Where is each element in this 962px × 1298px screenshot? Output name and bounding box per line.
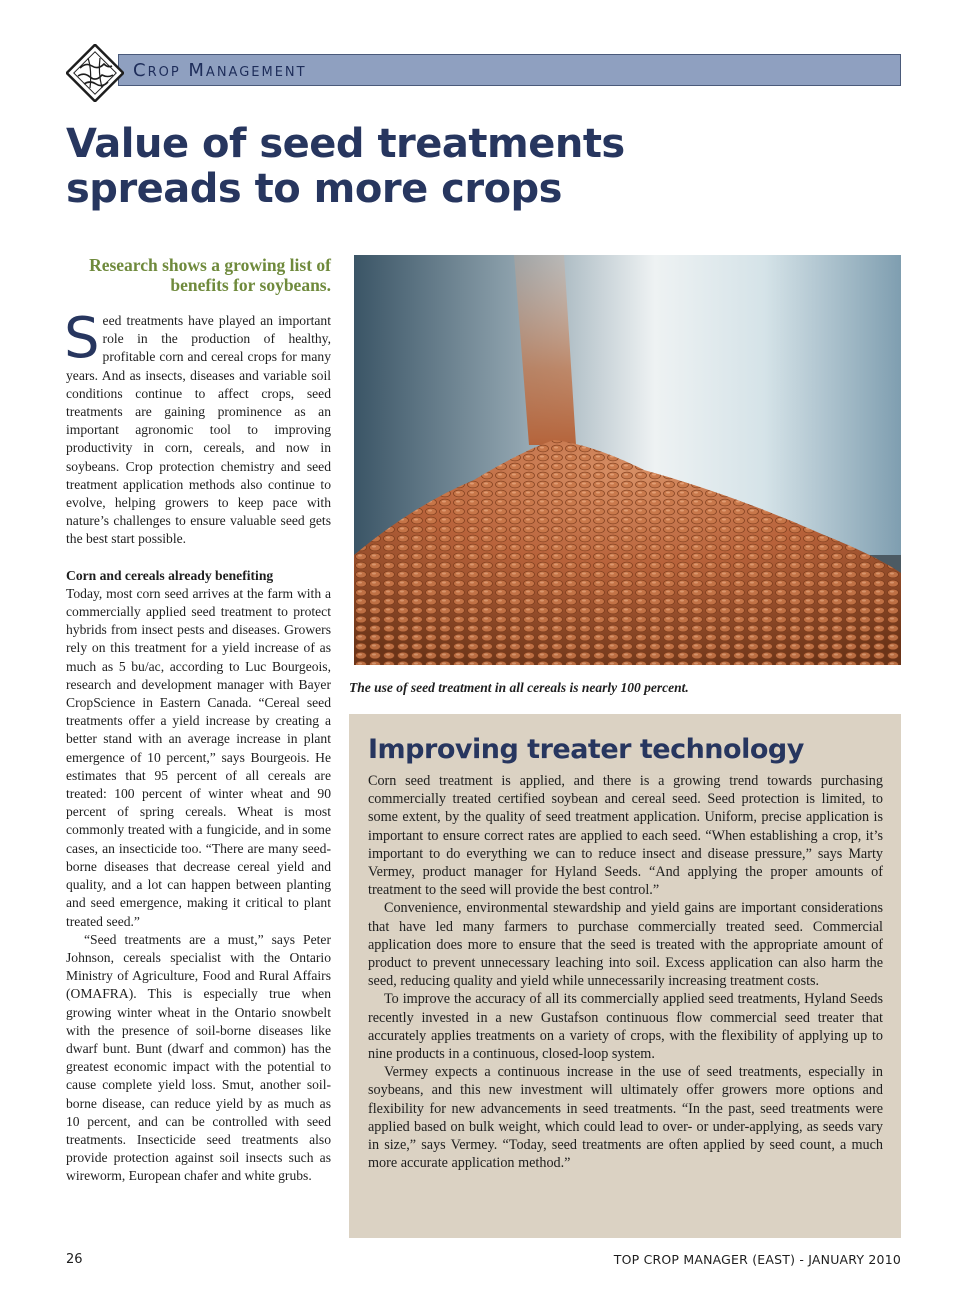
sidebar-title: Improving treater technology [368, 734, 804, 765]
article-subhead: Corn and cereals already benefiting [66, 567, 274, 583]
page-number: 26 [66, 1252, 83, 1267]
intro-text: eed treatments have played an important role in the production of healthy, profitable corn and cereal crops for many years. And as insects, diseases and variable soil conditions continue to affect crops, seed treatments are gaining prominence as an important agronomic tool to improving productivity in corn, cereals, and now in soybeans. Crop protection chemistry and seed treatment application methods also continue to evolve, helping growers to keep pace with nature’s challenges to ensure valuable seed gets the best start possible. [66, 313, 331, 547]
body-paragraph: Today, most corn seed arrives at the farm with a commercially applied seed treatment to protect hybrids from insect pests and diseases. Growers rely on this treatment for a yield increase of as much as 5 bu/ac, according to Luc Bourgeois, research and development manager with Bayer CropScience in Eastern Canada. “Cereal seed treatments offer a yield increase by creating a better stand with an average increase in plant emergence of 10 percent,” says Bourgeois. He estimates that 95 percent of all cereals are treated: 100 percent of winter wheat and 90 percent of spring cereals. Wheat is most commonly treated with a fungicide, and in some cases, an insecticide too. “There are many seed-borne diseases that decrease cereal yield and quality, and a lot can happen between planting and seed emergence, making it critical to plant treated seed.” [66, 585, 331, 929]
sidebar-paragraph: Vermey expects a continuous increase in the use of seed treatments, especially in soybeans, and this new investment will ultimately offer growers more options and flexibility for new advancements in seed treatments. “In the past, seed treatments were applied based on bulk weight, which could lead to over- or under-applying, as seeds vary in size,” says Vermey. “Today, seed treatments are often applied by seed count, a much more accurate application method.” [368, 1064, 883, 1172]
article-body-column [64, 306, 331, 1186]
drop-cap: S [64, 306, 100, 371]
sidebar-paragraph: Convenience, environmental stewardship and yield gains are important considerations that have led many farmers to purchase commercially treated seed. Commercial application does more to ensure that the seed is treated with the appropriate amount of product to prevent unnecessary leaching into soil. Excess application can also harm the seed, reducing quality and yield while unnecessarily increasing treatment costs. [368, 900, 883, 990]
section-header-bar [118, 54, 901, 86]
seed-pile-photo [354, 255, 901, 665]
sidebar-box [349, 714, 901, 1238]
photo-caption: The use of seed treatment in all cereals is nearly 100 percent. [349, 680, 689, 695]
sidebar-paragraph: Corn seed treatment is applied, and there is a growing trend towards purchasing commercially treated certified soybean and cereal seed. Seed protection is limited, to some extent, by the quality of seed treatment application. Uniform, precise application is important to ensure correct rates are applied to each seed. “When establishing a crop, it’s important to do everything we can to reduce insect and disease pressure,” says Marty Vermey, product manager for Hyland Seeds. “And applying the proper amounts of treatment to the seed will provide the best control.” [368, 773, 883, 899]
intro-paragraph [64, 306, 331, 549]
section-label: Crop Management [133, 60, 307, 81]
body-paragraph: “Seed treatments are a must,” says Peter Johnson, cereals specialist with the Ontario Ministry of Agriculture, Food and Rural Affairs (OMAFRA). This is especially true when growing winter wheat in the Ontario snowbelt with the presence of soil-borne diseases like dwarf bunt. Bunt (dwarf and common) has the greatest economic impact with the potential to cause complete yield loss. Smut, another soil-borne disease, can reduce yield by as much as 10 percent, and can be controlled with seed treatments. Insecticide seed treatments also provide protection against soil insects such as wireworm, European chafer and white grubs. [66, 931, 331, 1184]
sidebar-paragraph: To improve the accuracy of all its commercially applied seed treatments, Hyland Seeds recently invested in a new Gustafson continuous flow commercial seed treater that accurately applies treatments on a variety of crops, with the flexibility of applying up to nine products in a continuous, closed-loop system. [368, 991, 883, 1063]
crop-map-logo-icon [66, 44, 124, 102]
publication-footer: TOP CROP MANAGER (EAST) - JANUARY 2010 [613, 1252, 901, 1267]
article-deck: Research shows a growing list of benefits for soybeans. [89, 255, 331, 295]
article-headline: Value of seed treatments spreads to more crops [66, 121, 625, 212]
